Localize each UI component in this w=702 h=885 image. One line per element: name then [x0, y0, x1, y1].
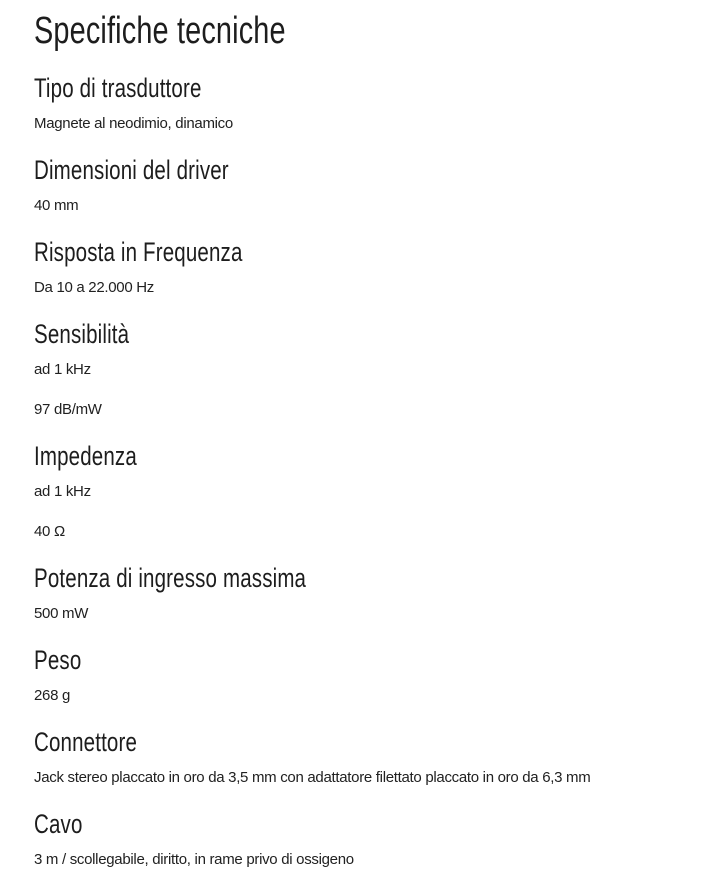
spec-value: ad 1 kHz — [34, 361, 91, 378]
spec-impedance — [34, 439, 668, 543]
spec-frequency-response — [34, 235, 668, 299]
spec-cable — [34, 807, 668, 871]
spec-label: Cavo — [34, 809, 83, 839]
spec-label: Dimensioni del driver — [34, 155, 229, 185]
spec-value: ad 1 kHz — [34, 483, 91, 500]
spec-label: Potenza di ingresso massima — [34, 563, 307, 593]
page-title: Specifiche tecniche — [34, 10, 286, 52]
spec-max-input-power — [34, 561, 668, 625]
spec-label: Tipo di trasduttore — [34, 73, 202, 103]
spec-label: Risposta in Frequenza — [34, 237, 243, 267]
spec-value: Jack stereo placcato in oro da 3,5 mm con adattatore filettato placcato in oro da 6,3 mm — [34, 769, 591, 786]
spec-sensitivity — [34, 317, 668, 421]
spec-connector — [34, 725, 668, 789]
spec-value: Magnete al neodimio, dinamico — [34, 115, 233, 132]
spec-value: 500 mW — [34, 605, 89, 622]
spec-value: 40 mm — [34, 197, 79, 214]
spec-label: Impedenza — [34, 441, 137, 471]
spec-label: Sensibilità — [34, 319, 130, 349]
spec-label: Connettore — [34, 727, 138, 757]
spec-driver-size — [34, 153, 668, 217]
spec-weight — [34, 643, 668, 707]
spec-transducer-type — [34, 71, 668, 135]
spec-value: 40 Ω — [34, 523, 65, 540]
spec-value: 268 g — [34, 687, 71, 704]
spec-value: 3 m / scollegabile, diritto, in rame privo di ossigeno — [34, 851, 354, 868]
spec-value: Da 10 a 22.000 Hz — [34, 279, 154, 296]
spec-value: 97 dB/mW — [34, 401, 102, 418]
spec-label: Peso — [34, 645, 82, 675]
